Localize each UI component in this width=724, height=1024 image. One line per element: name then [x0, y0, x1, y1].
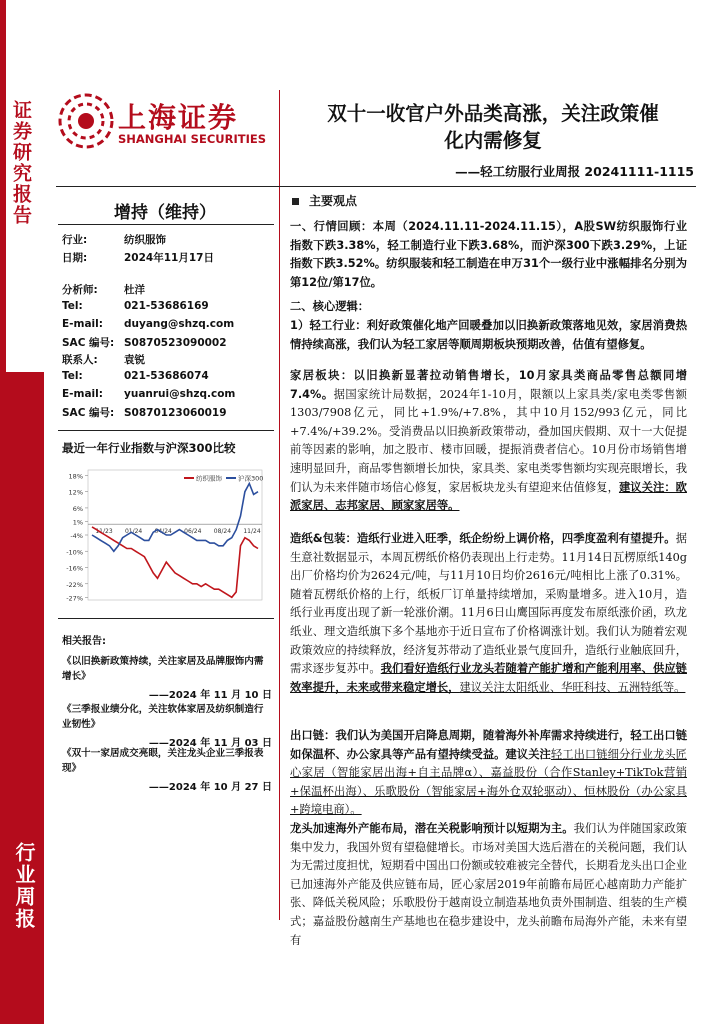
- x-tick-label: 04/24: [154, 528, 172, 536]
- chart-title: 最近一年行业指数与沪深300比较: [62, 441, 236, 455]
- home-furnishing-lead: 家居板块：以旧换新显著拉动销售增长，10月家具类商品零售总额同增7.4%。: [290, 369, 687, 401]
- market-review-paragraph: 一、行情回顾：本周（2024.11.11-2024.11.15），A股SW纺织服饰行业指数下跌3.38%，轻工制造行业下跌3.68%，而沪深300下跌3.29%，上证指数下跌3.52%。纺织服装和轻工制造在申万31个一级行业中涨幅排名分别为第12位/第17位。: [290, 220, 687, 289]
- y-tick-label: 18%: [68, 472, 83, 481]
- tel-label: Tel:: [62, 370, 83, 382]
- legend-label: 沪深300: [238, 474, 264, 483]
- export-chain-body: 轻工出口链细分行业龙头匠心家居（智能家居出海+自主品牌α）、嘉益股份（合作Stanley+TikTok营销+保温杯出海）、乐歌股份（智能家居+海外仓双轮驱动）、恒林股份（办公家具+跨境电商）。: [290, 747, 687, 817]
- x-tick-label: 08/24: [213, 528, 232, 536]
- logo-text-en: SHANGHAI SECURITIES: [118, 132, 266, 146]
- tel-label: Tel:: [62, 300, 83, 312]
- series-line-csi300: [92, 484, 261, 552]
- related-report-1[interactable]: 《以旧换新政策持续，关注家居及品牌服饰内需增长》: [62, 656, 264, 682]
- core-logic-heading: 二、核心逻辑：: [290, 300, 370, 313]
- home-furnishing-paragraph: [290, 367, 687, 516]
- rating-divider: [58, 224, 274, 225]
- related-report-3-date: ——2024 年 10 月 27 日: [148, 782, 272, 793]
- contact-tel: 021-53686074: [124, 370, 209, 382]
- report-title: [292, 100, 694, 154]
- date-label: 日期:: [62, 252, 88, 264]
- x-tick-label: 11/24: [243, 528, 261, 536]
- chart-top-divider: [58, 430, 274, 431]
- date-value: 2024年11月17日: [124, 252, 214, 264]
- date-row: [62, 250, 214, 265]
- analyst-sac: S0870523090002: [124, 337, 227, 349]
- contact-email-row: [62, 388, 235, 400]
- y-tick-label: 1%: [72, 518, 83, 527]
- section-title-text: 主要观点: [309, 194, 358, 208]
- overseas-capacity-paragraph: [290, 820, 687, 950]
- contact-row: [62, 352, 145, 367]
- header-divider: [56, 186, 696, 187]
- column-divider: [279, 90, 280, 920]
- analyst-tel-row: [62, 300, 209, 312]
- logo-text-cn: 上海证券: [118, 101, 239, 134]
- contact-label: 联系人:: [62, 354, 98, 366]
- y-tick-label: -4%: [70, 532, 83, 540]
- analyst-tel: 021-53686169: [124, 300, 209, 312]
- report-category-label: 行业周报: [12, 842, 36, 930]
- analyst-email-row: [62, 318, 234, 330]
- related-reports-header: 相关报告:: [62, 636, 106, 647]
- related-report-3[interactable]: 《双十一家居成交亮眼，关注龙头企业三季报表现》: [62, 748, 264, 774]
- analyst-sac-row: [62, 335, 227, 350]
- export-chain-lead: 出口链：我们认为美国开启降息周期，随着海外补库需求持续进行，轻工出口链如保温杯、办公家具等产品有望持续受益。建议关注: [290, 729, 687, 761]
- chart-plot-frame: [88, 470, 262, 600]
- overseas-capacity-lead: 龙头加速海外产能布局，潜在关税影响预计以短期为主。: [290, 822, 574, 835]
- analyst-name: 杜洋: [124, 284, 145, 296]
- overseas-capacity-body: 我们认为伴随国家政策集中发力，我国外贸有望稳健增长。市场对美国大选后潜在的关税问题，我们认为无需过度担忧，短期看中国出口份额或较难被完全替代，长期看龙头出口企业已加速海外产能及供应链布局，匠心家居2019年前瞻布局匠心越南助力产能扩张、降低关税风险；乐歌股份于越南设立制造基地负责外围制造、组装的生产模式；嘉益股份越南生产基地也在稳步建设中，龙头前瞻布局海外产能，未来有望有: [290, 822, 687, 947]
- chart-bottom-divider: [58, 618, 274, 619]
- industry-label: 行业:: [62, 234, 88, 246]
- paper-packaging-lead: 造纸&包装：造纸行业进入旺季，纸企纷纷上调价格，四季度盈利有望提升。: [290, 532, 676, 545]
- x-tick-label: 01/24: [124, 528, 143, 536]
- industry-row: [62, 232, 166, 247]
- x-tick-label: 06/24: [184, 528, 202, 536]
- y-tick-label: -22%: [66, 580, 83, 589]
- paper-packaging-view: 我们看好造纸行业龙头若随着产能扩增和产能利用率、供应链效率提升，未来或带来稳定增长，: [290, 662, 687, 694]
- logo-mark-icon: [58, 93, 114, 149]
- home-furnishing-body: 据国家统计局数据，2024年1-10月，限额以上家具类/家电类零售额1303/7908亿元，同比+1.9%/+7.8%，其中10月152/993亿元，同比+7.4%/+39.2%。受消费品以旧换新政策带动，叠加国庆假期、双十一大促提前等因素的影响，加之股市、楼市回暖，提振消费者信心。10月份市场销售增速明显回升，商品零售额增长加快，家具类、家电类零售额均实现亮眼增长，我们认为未来伴随市场信心修复，家居板块龙头有望迎来估值修复，: [290, 387, 687, 494]
- light-industry-paragraph: 1）轻工行业：利好政策催化地产回暖叠加以旧换新政策落地见效，家居消费热情持续高涨，我们认为轻工家居等顺周期板块预期改善，估值有望修复。: [290, 319, 687, 351]
- paper-packaging-body: 据生意社数据显示，本周瓦楞纸价格仍表现出上行走势。11月14日瓦楞原纸140g出厂价格均价为2624元/吨，与11月10日均价2616元/吨相比上涨了0.31%。随着瓦楞纸价格的上行，纸板厂订单量持续增加，采购量增多。进入10月，造纸行业再度出现了新一轮涨价潮。11月6日山鹰国际再度发布原纸涨价函，玖龙纸业、理文造纸旗下多个基地亦于近日宣布了价格调涨计划。我们认为随着宏观政策效应的持续释放，经济复苏带动了造纸业景气度回升，造纸行业触底回升，需求逐步复苏中。: [290, 532, 687, 676]
- sidebar-accent-bar: [0, 0, 6, 372]
- sidebar-red: [0, 372, 44, 1024]
- y-tick-label: 12%: [68, 488, 83, 497]
- analyst-email[interactable]: duyang@shzq.com: [124, 318, 235, 330]
- square-bullet-icon: [292, 198, 299, 205]
- index-comparison-chart: [56, 458, 272, 608]
- industry-value: 纺织服饰: [124, 234, 166, 246]
- sac-label: SAC 编号:: [62, 407, 115, 419]
- contact-email[interactable]: yuanrui@shzq.com: [124, 388, 236, 400]
- related-report-2[interactable]: 《三季报业绩分化，关注软体家居及纺织制造行业韧性》: [62, 704, 264, 730]
- analyst-label: 分析师:: [62, 284, 98, 296]
- email-label: E-mail:: [62, 388, 103, 400]
- x-tick-label: 11/23: [95, 528, 113, 536]
- y-tick-label: 6%: [72, 504, 83, 513]
- home-furnishing-focus: 建议关注：欧派家居、志邦家居、顾家家居等。: [290, 480, 687, 513]
- y-tick-label: -10%: [66, 548, 83, 557]
- report-subtitle: ——轻工纺服行业周报 20241111-1115: [455, 164, 694, 179]
- related-report-2-date: ——2024 年 11 月 03 日: [148, 738, 272, 749]
- contact-sac-row: [62, 405, 227, 420]
- report-type-label: 证券研究报告: [10, 100, 32, 226]
- y-tick-label: -16%: [66, 564, 83, 573]
- contact-name: 袁锐: [124, 354, 145, 366]
- legend-label: 纺织服饰: [196, 474, 222, 483]
- analyst-row: [62, 282, 145, 297]
- paper-packaging-focus: 建议关注太阳纸业、华旺科技、五洲特纸等。: [459, 680, 686, 694]
- paper-packaging-paragraph: [290, 530, 687, 697]
- export-chain-paragraph: [290, 727, 687, 820]
- sac-label: SAC 编号:: [62, 337, 115, 349]
- y-tick-label: -27%: [66, 594, 83, 603]
- related-report-1-date: ——2024 年 11 月 10 日: [148, 690, 272, 701]
- title-line-2: 化内需修复: [444, 129, 542, 152]
- sidebar-top: [0, 0, 44, 372]
- section-title: [292, 192, 357, 209]
- series-line-textile: [92, 527, 261, 597]
- rating: 增持（维持）: [114, 203, 216, 223]
- company-logo: [58, 90, 270, 160]
- contact-tel-row: [62, 370, 209, 382]
- email-label: E-mail:: [62, 318, 103, 330]
- title-line-1: 双十一收官户外品类高涨，关注政策催: [327, 102, 659, 125]
- contact-sac: S0870123060019: [124, 407, 227, 419]
